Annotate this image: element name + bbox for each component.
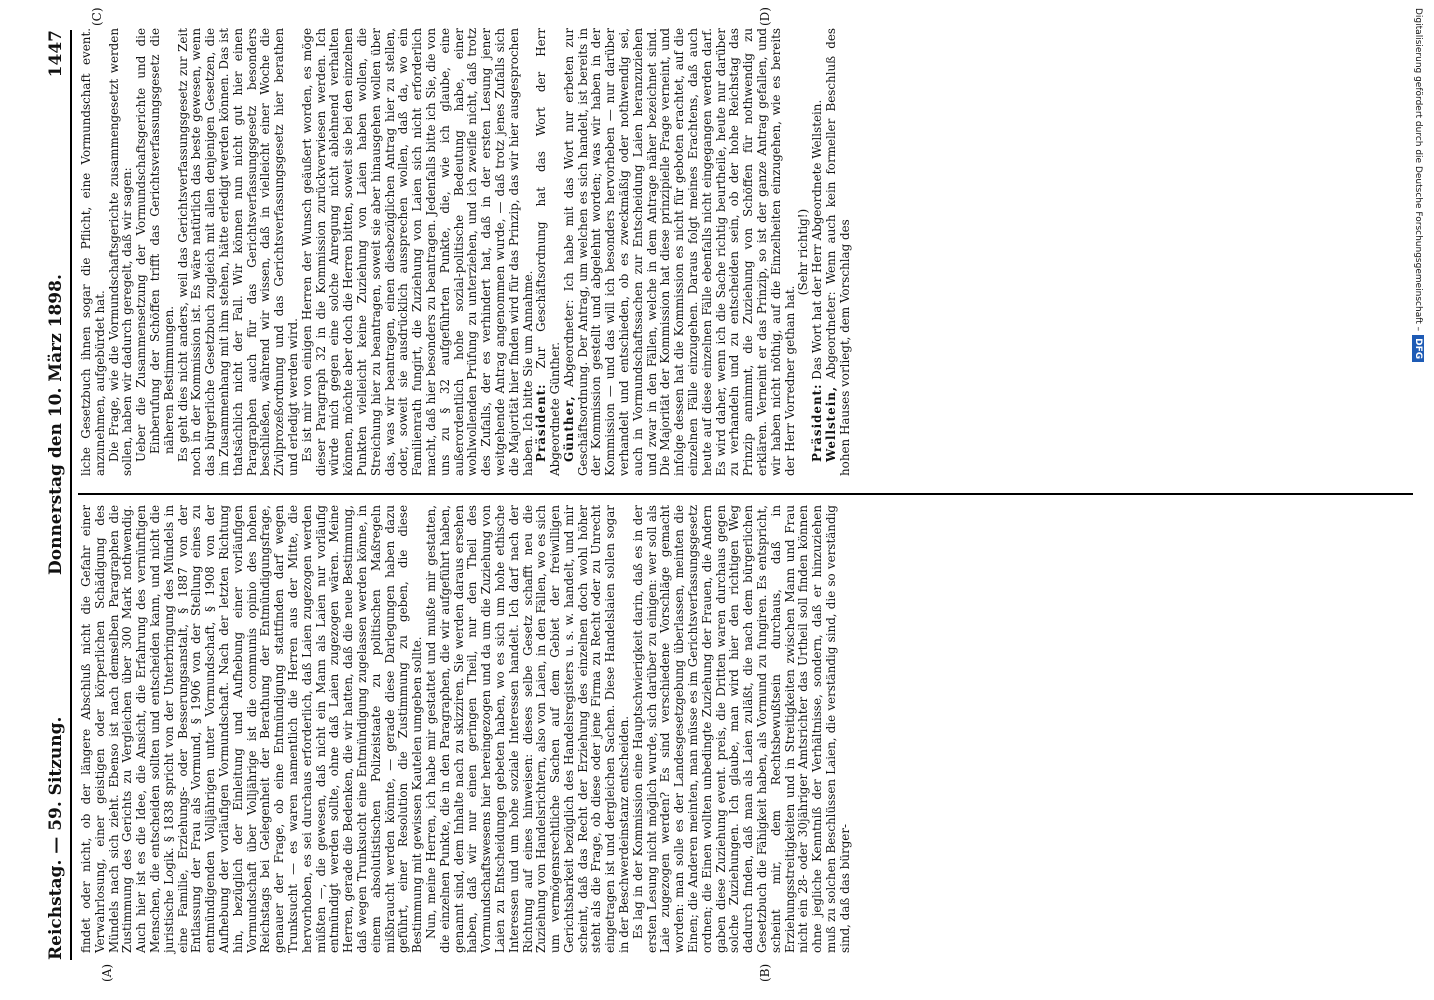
digitization-credit xyxy=(1410,8,1426,992)
right-column xyxy=(80,28,853,476)
header-rule xyxy=(70,30,72,960)
margin-marker-c: (C) xyxy=(90,7,104,26)
paragraph: Es geht dies nicht anders, weil das Gerichtsverfassungsgesetz zur Zeit noch in der Kommission ist. Es wäre natürlich das beste gewesen, wenn das bürgerliche Gesetzbuch zugleich mit allen denjenigen Gesetzen, die im Zusammenhang mit ihm stehen, hätte erledigt werden können. Das ist thatsächlich nicht der Fall. Wir können nun nicht gut hier einen Paragraphen auch für das Gerichtsverfassungsgesetz besonders beschließen, während wir wissen, daß in vielleicht einer Woche die Zivilprozeßordnung und das Gerichtsverfassungsgesetz hier berathen und erledigt werden wird. xyxy=(175,28,300,476)
credit-text: Digitalisierung gefördert durch die Deutsche Forschungsgemeinschaft – xyxy=(1413,8,1423,332)
interjection: (Sehr richtig!) xyxy=(796,208,811,296)
paragraph: findet oder nicht, ob der längere Abschluß nicht die Gefahr einer Verwahrlosung, einer geistigen oder körperlichen Schädigung des Mündels nach sich zieht. Ebenso ist nach demselben Paragraphen die Zustimmung des Gerichts zu Vergleichen über 300 Mark nothwendig. Auch hier ist es die Idee, die Ansicht, die Erfahrung des vernünftigen Menschen, die entscheiden sollten und entscheiden kann, und nicht die juristische Logik. § 1838 spricht von der Unterbringung des Mündels in eine Familie, Erziehungs- oder Besserungsanstalt, § 1887 von der Entlassung der Frau als Vormund, § 1906 von der Stellung eines zu entmündigenden Volljährigen unter Vormundschaft, § 1908 von der Aufhebung der vorläufigen Vormundschaft. Nach der letzten Richtung hin, bezüglich der Einleitung und Aufhebung einer vorläufigen Vormundschaft über Volljährige ist die communis opinio des hohen Reichstags bei Gelegenheit der Berathung der Entmündigungsfrage, genauer der Frage, ob eine Entmündigung stattfinden darf wegen Trunksucht — es waren namentlich die Herren aus der Mitte, die hervorhoben, es sei durchaus erforderlich, daß Laien zugezogen werden müßten —, die gewesen, daß nicht ein Mann als Laien nur vorläufig entmündigt werden sollte, ohne daß Laien zugezogen wären. Meine Herren, gerade die Bedenken, die wir hatten, daß die neue Bestimmung, daß wegen Trunksucht eine Entmündigung zugelassen werden könne, in einem absolutistischen Polizeistaate zu politischen Maßregeln mißbraucht werden könnte, — gerade diese Darlegungen haben dazu geführt, einer Resolution die Zustimmung zu geben, die diese Bestimmung mit gewissen Kautelen umgeben sollte. xyxy=(79,505,425,953)
speech-text: Das Wort hat der Herr Abgeordnete Wellstein. xyxy=(810,99,825,380)
speaker-label: Präsident: xyxy=(534,383,549,462)
speaker-label: Wellstein, xyxy=(824,385,839,462)
paragraph: Es ist mir von einigen Herren der Wunsch geäußert worden, es möge dieser Paragraph 32 in die Kommission zurückverwiesen werden. Ich würde mich gegen eine solche Anregung nicht ablehnend verhalten können, möchte aber doch die Herren bitten, soweit sie bei den einzelnen Punkten vielleicht keine Zuziehung von Laien haben wollen, die Streichung hier zu beantragen, soweit sie aber hinausgehen wollen über das, was wir beantragen, einen diesbezüglichen Antrag hier zu stellen, oder, soweit sie ausdrücklich aussprechen wollen, daß da, wo ein Familienrath fungirt, die Zuziehung von Laien sich nicht erforderlich macht, daß hier besonders zu beantragen. Jedenfalls bitte ich Sie, die von uns zu § 32 aufgeführten Punkte, die, wie ich glaube, eine außerordentlich hohe sozial-politische Bedeutung habe, einer wohlwollenden Prüfung zu unterziehen, und ich zweifle nicht, daß trotz des Zufalls, der es verhindert hat, daß in der ersten Lesung jener weitgehende Antrag angenommen wurde, — daß trotz jenes Zufalls sich die Majorität hier finden wird für das Prinzip, das wir hier ausgesprochen haben. Ich bitte Sie um Annahme. xyxy=(299,28,535,476)
left-column xyxy=(80,505,853,953)
page-header xyxy=(46,30,72,960)
paragraph: Die Frage, wie die Vormundschaftsgerichte zusammengesetzt werden sollen, haben wir dadurch geregelt, daß wir sagen: xyxy=(106,28,135,476)
speaker-paragraph xyxy=(825,28,853,476)
speaker-paragraph xyxy=(535,28,563,476)
paragraph: liche Gesetzbuch ihnen sogar die Pflicht, eine Vormundschaft event. anzunehmen, aufgebürdet hat. xyxy=(79,28,107,476)
margin-marker-b: (B) xyxy=(758,963,772,982)
quoted-provision: Ueber die Zusammensetzung der Vormundschaftsgerichte und die Einberufung der Schöffen trifft das Gerichtsverfassungsgesetz die näheren Bestimmungen. xyxy=(134,28,176,462)
dfg-logo: DFG xyxy=(1412,335,1424,362)
paragraph: Es lag in der Kommission eine Hauptschwierigkeit darin, daß es in der ersten Lesung nicht möglich wurde, sich darüber zu einigen: wer soll als Laie zugezogen werden? Es sind verschiedene Vorschläge gemacht worden: man solle es der Landesgesetzgebung überlassen, meinten die Einen; die Anderen meinten, man müsse es im Gerichtsverfassungsgesetz ordnen; die Einen wollten unbedingte Zuziehung der Frauen, die Andern gaben diese Zuziehung event. preis, die Dritten waren durchaus gegen solche Zuziehungen. Ich glaube, man wird hier den richtigen Weg dadurch finden, daß man als Laien zuläßt, die nach dem bürgerlichen Gesetzbuch die Fähigkeit haben, als Vormund zu fungiren. Es entspricht, scheint mir, dem Rechtsbewußtsein durchaus, daß in Erziehungsstreitigkeiten und in Streitigkeiten zwischen Mann und Frau nicht ein 28- oder 30jähriger Amtsrichter das Urtheil soll finden können ohne jegliche Kenntniß der Verhältnisse, sondern, daß er hinzuziehen muß zu solchen Beschlüssen Laien, die verständig sind, die so verständig sind, daß das bürger- xyxy=(630,505,852,953)
header-page-number: 1447 xyxy=(46,30,66,78)
speaker-label: Präsident: xyxy=(810,383,825,462)
speech-text: Zur Geschäftsordnung hat das Wort der Herr Abgeordnete Günther. xyxy=(534,27,563,476)
speaker-paragraph xyxy=(811,28,825,476)
header-session-title: Reichstag. — 59. Sitzung. xyxy=(46,716,66,960)
speaker-paragraph xyxy=(563,28,798,476)
speech-text: Abgeordneter: Ich habe mit das Wort nur erbeten zur Geschäftsordnung. Der Antrag, um welchen es sich handelt, ist bereits in der Kommission gestellt und abgelehnt worden; was wir haben in der Kommission — und das will ich besonders hervorheben — nur darüber verhandelt und entschieden, ob es zweckmäßig oder nothwendig sei, auch in Vormundschaftssachen zur Entscheidung Laien heranzuziehen und zwar in den Fällen, welche in dem Antrage näher bezeichnet sind. Die Majorität der Kommission hat diese prinzipielle Frage verneint, und infolge dessen hat die Kommission es nicht für geboten erachtet, auf die einzelnen Fälle einzugehen. Daraus folgt meines Erachtens, daß auch heute auf diese einzelnen Fälle ebenfalls nicht eingegangen werden darf. Es wird daher, wenn ich die Sache richtig beurtheile, heute nur darüber zu verhandeln und zu entscheiden sein, ob der hohe Reichstag das Prinzip annimmt, die Zuziehung von Schöffen für nothwendig zu erklären. Verneint er das Prinzip, so ist der ganze Antrag gefallen, und wir haben nicht nöthig, auf die Einzelheiten einzugehen, wie es bereits der Herr Vorredner gethan hat. xyxy=(561,27,797,476)
header-date: Donnerstag den 10. März 1898. xyxy=(46,274,66,575)
speech-text: Abgeordneter: Wenn auch kein formeller Beschluß des hohen Hauses vorliegt, dem Vorschlag des xyxy=(824,28,852,476)
margin-marker-d: (D) xyxy=(758,7,772,26)
margin-marker-a: (A) xyxy=(100,963,114,982)
speaker-label: Günther, xyxy=(561,395,576,462)
column-divider xyxy=(78,493,1413,495)
paragraph: Nun, meine Herren, ich habe mir gestattet und mußte mir gestatten, die einzelnen Punkte, die in den Paragraphen, die wir aufgeführt haben, genannt sind, dem Inhalte nach zu skizziren. Sie werden daraus ersehen haben, daß wir nur einen geringen Theil, nur den Theil des Vormundschaftswesens hier hereingezogen und da um die Zuziehung von Laien zu Entscheidungen gebeten haben, wo es sich um hohe ethische Interessen und um hohe soziale Interessen handelt. Ich darf nach der Richtung auf eines hinweisen: dieses selbe Gesetz schafft neu die Zuziehung von Handelsrichtern, also von Laien, in den Fällen, wo es sich um vermögensrechtliche Sachen auf dem Gebiet der freiwilligen Gerichtsbarkeit bezüglich des Handelsregisters u. s. w. handelt, und mir scheint, daß das Recht der Erziehung des einzelnen doch wohl höher steht als die Frage, ob diese oder jene Firma zu Recht oder zu Unrecht eingetragen ist und dergleichen Sachen. Diese Handelslaien sollen sogar in der Beschwerdeinstanz entscheiden. xyxy=(423,505,632,953)
